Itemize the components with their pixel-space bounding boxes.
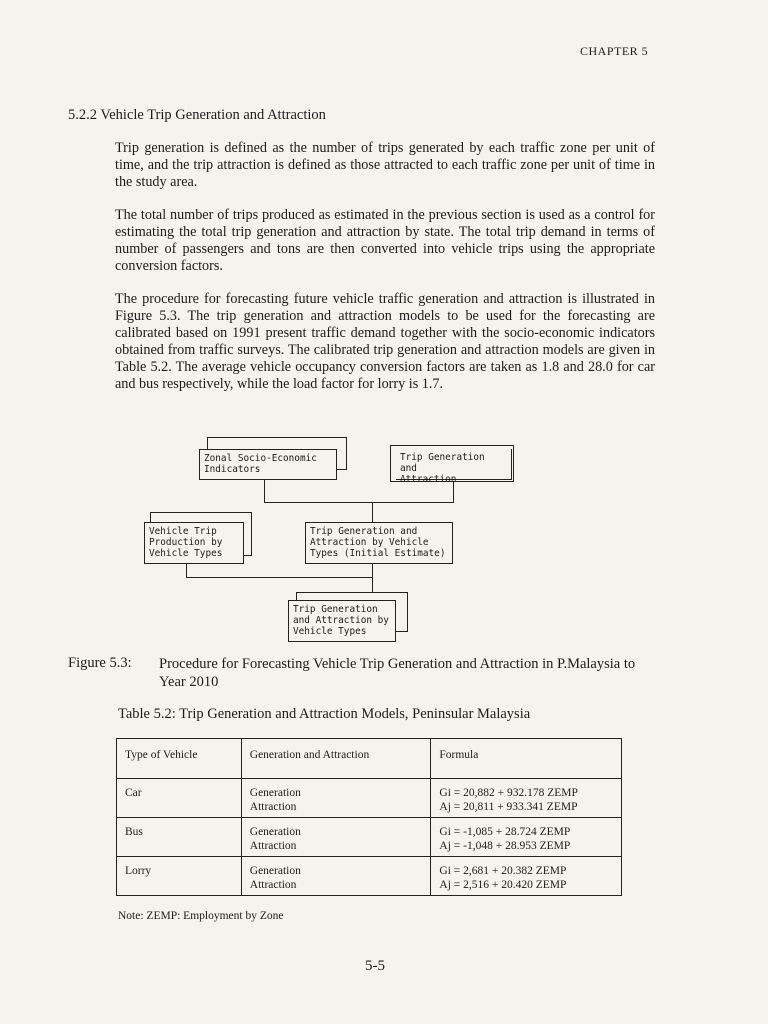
table-note: Note: ZEMP: Employment by Zone [118, 910, 284, 922]
gen-label: Generation [249, 826, 301, 838]
connector-line [264, 502, 454, 503]
zonal-line-2: Indicators [204, 464, 261, 475]
formula-cell [431, 818, 622, 857]
initial-line-3: Types (Initial Estimate) [310, 548, 446, 559]
initial-line-1: Trip Generation and [310, 526, 418, 537]
zonal-indicators-box [199, 449, 337, 480]
formula-cell [431, 857, 622, 896]
formula-att: Aj = 20,811 + 933.341 ZEMP [439, 801, 578, 813]
final-line-2: and Attraction by [293, 615, 389, 626]
trip-generation-attraction-box [396, 449, 512, 485]
gen-att-cell [241, 857, 431, 896]
header-formula: Formula [431, 739, 622, 779]
initial-estimate-box [305, 522, 453, 564]
gen-label: Generation [249, 787, 301, 799]
gen-att-cell [241, 779, 431, 818]
formula-gen: Gi = 20,882 + 932.178 ZEMP [439, 787, 578, 799]
header-type: Type of Vehicle [117, 739, 242, 779]
page-number: 5-5 [365, 958, 385, 974]
table-title: Table 5.2: Trip Generation and Attraction Models, Peninsular Malaysia [118, 706, 531, 722]
vehicle-cell: Lorry [117, 857, 242, 896]
vehicle-cell: Car [117, 779, 242, 818]
tga-line-1: Trip Generation and [400, 452, 485, 474]
paragraph-1: Trip generation is defined as the number of trips generated by each traffic zone per unit of time, and the trip attraction is defined as those attracted to each traffic zone per unit of time in the study area. [115, 140, 655, 190]
chapter-header: CHAPTER 5 [580, 44, 649, 58]
gen-att-cell [241, 818, 431, 857]
table-row [117, 857, 622, 896]
connector-line [264, 480, 265, 502]
vehicle-cell: Bus [117, 818, 242, 857]
tga-line-2: Attraction [400, 474, 457, 485]
zonal-line-1: Zonal Socio-Economic [204, 453, 317, 464]
vehicle-trip-production-box [144, 522, 244, 564]
att-label: Attraction [249, 801, 297, 813]
final-line-3: Vehicle Types [293, 626, 367, 637]
connector-line [186, 577, 372, 578]
att-label: Attraction [249, 879, 297, 891]
paragraph-2: The total number of trips produced as estimated in the previous section is used as a control for estimating the total trip generation and attraction by state. The total trip demand in terms of number of passengers and tons are then converted into vehicle trips using the appropriate conversion factors. [115, 207, 655, 274]
formula-cell [431, 779, 622, 818]
models-table [116, 738, 622, 896]
initial-line-2: Attraction by Vehicle [310, 537, 429, 548]
gen-label: Generation [249, 865, 301, 877]
table-row [117, 818, 622, 857]
section-heading: 5.2.2 Vehicle Trip Generation and Attraction [68, 107, 326, 123]
table-row [117, 779, 622, 818]
final-estimate-box [288, 600, 396, 642]
figure-label: Figure 5.3: [68, 655, 132, 671]
vtp-line-3: Vehicle Types [149, 548, 223, 559]
figure-caption: Procedure for Forecasting Vehicle Trip Generation and Attraction in P.Malaysia to Year 2010 [159, 656, 636, 690]
vtp-line-1: Vehicle Trip [149, 526, 217, 537]
vtp-line-2: Production by [149, 537, 223, 548]
paragraph-3: The procedure for forecasting future vehicle traffic generation and attraction is illustrated in Figure 5.3. The trip generation and attraction models to be used for the forecasting are calibrated based on 1991 present traffic demand together with the socio-economic indicators obtained from traffic surveys. The calibrated trip generation and attraction models are given in Table 5.2. The average vehicle occupancy conversion factors are taken as 1.8 and 28.0 for car and bus respectively, while the load factor for lorry is 1.7. [115, 291, 655, 392]
table-header-row [117, 739, 622, 779]
connector-line [372, 564, 373, 592]
connector-line [186, 564, 187, 578]
att-label: Attraction [249, 840, 297, 852]
header-gen-att: Generation and Attraction [241, 739, 431, 779]
formula-att: Aj = 2,516 + 20.420 ZEMP [439, 879, 567, 891]
formula-att: Aj = -1,048 + 28.953 ZEMP [439, 840, 571, 852]
formula-gen: Gi = -1,085 + 28.724 ZEMP [439, 826, 571, 838]
formula-gen: Gi = 2,681 + 20.382 ZEMP [439, 865, 567, 877]
connector-line [372, 502, 373, 522]
final-line-1: Trip Generation [293, 604, 378, 615]
